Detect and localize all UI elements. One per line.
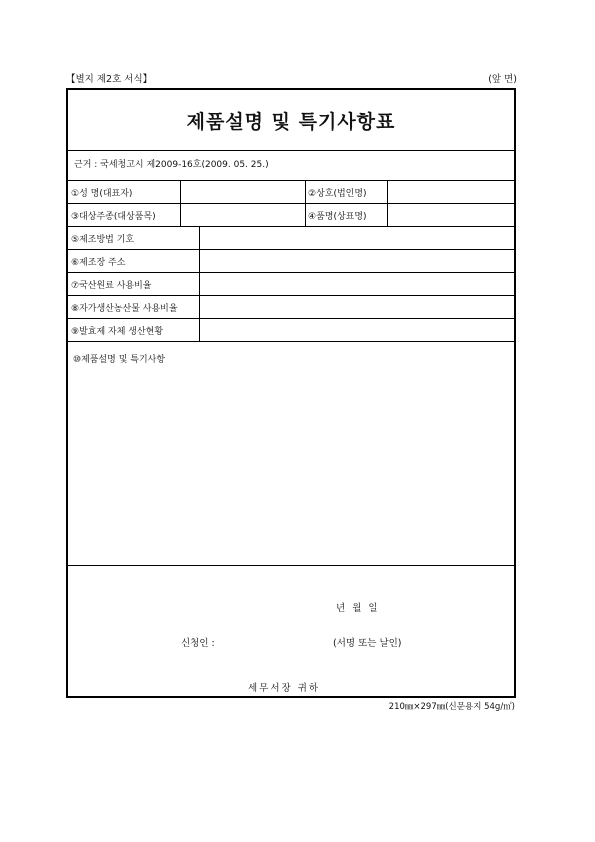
method-code-label: ⑤제조방법 기호 — [71, 234, 135, 245]
factory-address-label: ⑥제조장 주소 — [71, 257, 126, 268]
row-domestic-ratio — [68, 273, 514, 296]
row-factory-address — [68, 250, 514, 273]
row-type-product — [68, 204, 514, 227]
company-field[interactable] — [387, 181, 516, 203]
product-name-field[interactable] — [387, 204, 516, 226]
representative-field[interactable] — [180, 181, 305, 203]
signature-divider — [68, 565, 514, 566]
domestic-ratio-field[interactable] — [199, 273, 516, 295]
applicant-label: 신청인 : — [181, 638, 215, 649]
domestic-ratio-label: ⑦국산원료 사용비율 — [71, 280, 152, 291]
liquor-type-field[interactable] — [180, 204, 305, 226]
factory-address-field[interactable] — [199, 250, 516, 272]
row-ferment-status — [68, 319, 514, 342]
self-produced-ratio-label: ⑧자가생산농산물 사용비율 — [71, 303, 178, 314]
recipient: 세무서장 귀하 — [248, 683, 321, 694]
row-self-produced-ratio — [68, 296, 514, 319]
liquor-type-label: ③대상주종(대상품목) — [71, 211, 156, 222]
product-name-label: ④품명(상표명) — [308, 211, 367, 222]
page-side-label: (앞 면) — [488, 74, 517, 85]
form-title: 제품설명 및 특기사항표 — [186, 110, 396, 133]
field-grid — [68, 180, 514, 342]
self-produced-ratio-field[interactable] — [199, 296, 516, 318]
row-representative-company — [68, 181, 514, 204]
method-code-field[interactable] — [199, 227, 516, 249]
ferment-status-label: ⑨발효제 자체 생산현황 — [71, 326, 164, 337]
legal-basis: 근거 : 국세청고시 제2009-16호(2009. 05. 25.) — [74, 160, 269, 170]
form-number: 【별지 제2호 서식】 — [66, 74, 153, 85]
title-row — [68, 90, 514, 151]
paper-spec: 210㎜×297㎜(신문용지 54g/㎡) — [388, 702, 515, 712]
signature-note: (서명 또는 날인) — [333, 638, 402, 649]
remarks-label: ⑩제품설명 및 특기사항 — [73, 355, 166, 365]
form-frame — [66, 88, 516, 698]
date-line: 년 월 일 — [336, 603, 378, 614]
row-method-code — [68, 227, 514, 250]
ferment-status-field[interactable] — [199, 319, 516, 341]
company-label: ②상호(법인명) — [308, 188, 367, 199]
representative-label: ①성 명(대표자) — [71, 188, 133, 199]
